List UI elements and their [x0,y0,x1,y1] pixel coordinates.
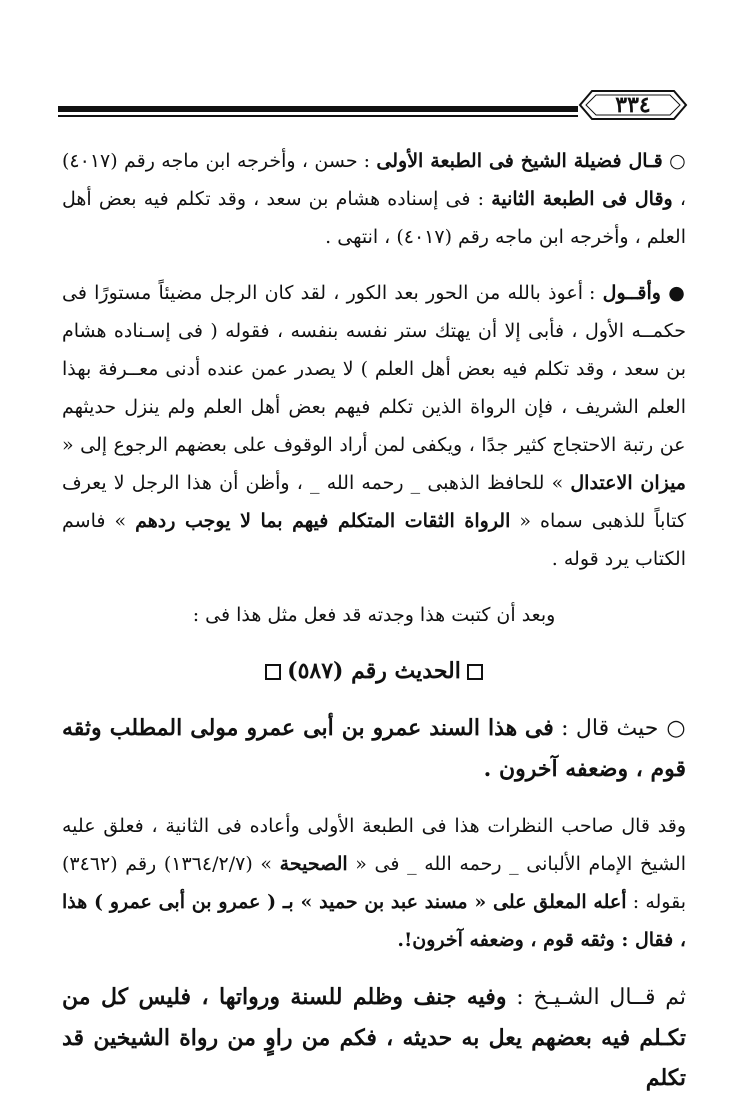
paragraph-2-text-1: : أعوذ بالله من الحور بعد الكور ، لقد كان الرجل مضيئاً مستورًا فى حكمــه الأول ، فأبى إلا أن يهتك ستر نفسه بنفسه ، فقوله ( فى إسـناده هشام بن سعد ، وقد تكلم فيه بعض أهل العلم ) لا يصدر عمن عنده أدنى معــرفة بهذا العلم الشريف ، فإن الرواة الذين تكلم فيهم بعض أهل العلم ولم ينزل حديثهم عن رتبة الاحتجاج كثير جدًا ، ويكفى لمن أراد الوقوف على بعضهم الرجوع إلى « [62,282,686,456]
paragraph-2-book-2: الرواة الثقات المتكلم فيهم بما لا يوجب ردهم [135,510,511,532]
circle-marker: ○ [666,716,686,741]
dot-marker: ● [668,282,686,304]
paragraph-1-lead-2: وقال فى الطبعة الثانية [491,188,673,210]
header-rule-thick [58,106,578,112]
paragraph-6-text: ثم قــال الشـيـخ : [506,985,687,1010]
page-body [62,142,686,1116]
paragraph-1-text-1: : حسن ، وأخرجه ابن ماجه رقم (٤٠١٧) ، [62,150,687,210]
paragraph-5-quote: أعله المعلق على « مسند عبد بن حميد » بـ ( عمرو بن أبى عمرو ) هذا ، فقال : وثقه قوم ، وضعفه آخرون!. [62,891,686,951]
paragraph-5-text-2: » (١٣٦٤/٢/٧) رقم (٣٤٦٢) بقوله : [62,853,687,913]
paragraph-4-bold: فى هذا السند عمرو بن أبى عمرو مولى المطلب وثقه قوم ، وضعفه آخرون . [62,715,686,782]
paragraph-5 [62,807,686,959]
page-number: ٣٣٤ [615,92,651,118]
circle-marker: ○ [669,150,686,172]
paragraph-2-text-2: » للحافظ الذهبى _ رحمه الله _ ، وأظن أن هذا الرجل لا يعرف كتاباً للذهبى سماه « [62,472,686,532]
paragraph-5-book: الصحيحة [279,853,348,875]
paragraph-1-text-2: : فى إسناده هشام بن سعد ، وقد تكلم فيه بعض أهل العلم ، وأخرجه ابن ماجه رقم (٤٠١٧) ، انتهى . [62,188,686,248]
paragraph-6-bold: وفيه جنف وظلم للسنة ورواتها ، فليس كل من تكـلم فيه بعضهم يعل به حديثه ، فكم من راوٍ من رواة الشيخين قد تكلم [62,984,686,1091]
header-rule-thin [58,115,578,117]
paragraph-1 [62,142,686,256]
page-number-frame [578,88,688,122]
paragraph-6 [62,977,686,1098]
paragraph-1-lead: قـال فضيلة الشيخ فى الطبعة الأولى [376,150,663,172]
hadith-heading [62,652,686,690]
paragraph-2-book-1: ميزان الاعتدال [570,472,686,494]
paragraph-2-lead: وأقــول [602,282,661,304]
square-icon [467,664,483,680]
paragraph-4-text: حيث قال : [553,716,659,741]
paragraph-2-text-3: » فاسم الكتاب يرد قوله . [62,510,686,570]
hadith-heading-text: الحديث رقم (٥٨٧) [287,658,461,684]
paragraph-2 [62,274,686,578]
paragraph-3: وبعد أن كتبت هذا وجدته قد فعل مثل هذا فى : [192,604,556,626]
square-icon [265,664,281,680]
paragraph-4 [62,708,686,789]
page-header [58,84,690,124]
paragraph-5-text-1: وقد قال صاحب النظرات هذا فى الطبعة الأولى وأعاده فى الثانية ، فعلق عليه الشيخ الإمام الألبانى _ رحمه الله _ فى « [62,815,686,875]
